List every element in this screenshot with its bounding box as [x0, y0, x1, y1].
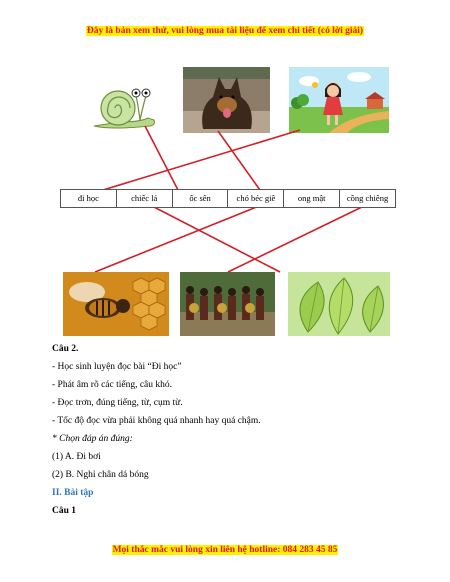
word-cell: ốc sên	[173, 190, 229, 207]
answer-option: (1) A. Đi bơi	[52, 452, 101, 462]
question-2-line: - Học sinh luyện đọc bài “Đi học”	[52, 362, 182, 372]
hotline-banner	[0, 545, 450, 555]
question-2-title: Câu 2.	[52, 344, 79, 354]
hotline-banner-text: Mọi thắc mắc vui lòng xin liên hệ hotline: 084 283 45 85	[112, 545, 338, 555]
word-cell: chó béc giê	[228, 190, 284, 207]
question-2-line: - Đọc trơn, đúng tiếng, từ, cụm từ.	[52, 398, 183, 408]
preview-banner-text: Đây là bản xem thử, vui lòng mua tài liệu để xem chi tiết (có lời giải)	[86, 26, 364, 36]
question-2-line: - Phát âm rõ các tiếng, câu khó.	[52, 380, 173, 390]
question-2-line: - Tốc độ đọc vừa phải không quá nhanh hay quá chậm.	[52, 416, 261, 426]
gong-performers-image	[180, 272, 275, 336]
section-heading: II. Bài tập	[52, 488, 94, 498]
leaves-image	[288, 272, 390, 336]
question-1-title: Câu 1	[52, 506, 77, 516]
word-row	[60, 189, 396, 208]
honeybee-image	[63, 272, 169, 336]
word-cell: cồng chiêng	[346, 193, 389, 203]
choose-answer-label: * Chọn đáp án đúng:	[52, 434, 133, 444]
word-cell: ong mật	[284, 190, 340, 207]
word-cell: chiếc lá	[117, 190, 173, 207]
answer-option: (2) B. Nghỉ chân dá bóng	[52, 470, 149, 480]
word-cell: đi học	[61, 190, 117, 207]
